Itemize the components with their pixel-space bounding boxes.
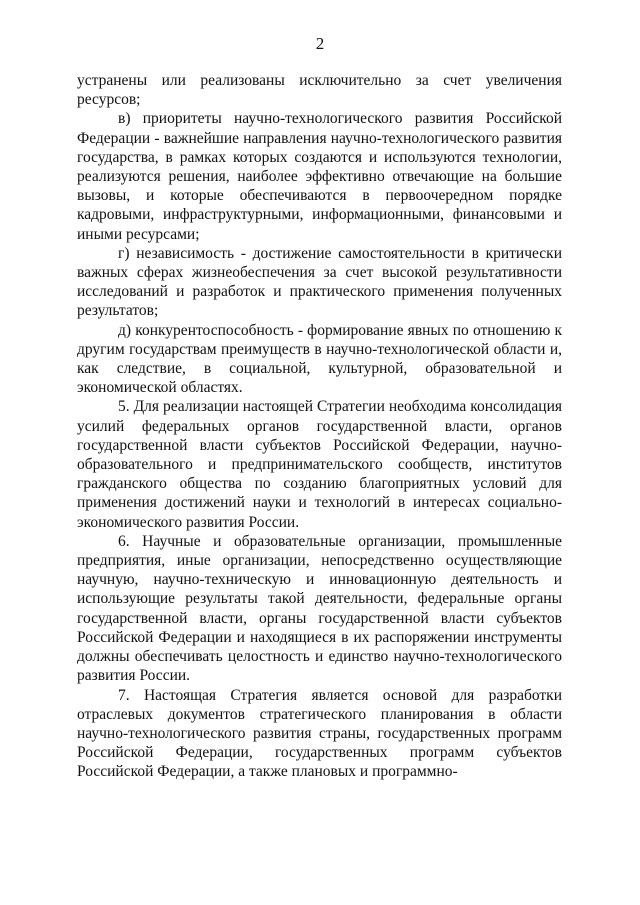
paragraph-item-6: 6. Научные и образовательные организации, промышленные предприятия, иные организации, непосредственно осуществляющие научную, научно-техническую и инновационную деятельность и использующие результаты такой деятельности, федеральные органы государственной власти, органы государственной власти субъектов Российской Федерации и находящиеся в их распоряжении инструменты должны обеспечивать целостность и единство научно-технологического развития России. bbox=[77, 532, 562, 685]
paragraph-item-7: 7. Настоящая Стратегия является основой для разработки отраслевых документов стратегического планирования в области научно-технологического развития страны, государственных программ Российской Федерации, государственных программ субъектов Российской Федерации, а также плановых и программно- bbox=[77, 686, 562, 781]
page-number: 2 bbox=[315, 34, 325, 53]
paragraph-item-5: 5. Для реализации настоящей Стратегии необходима консолидация усилий федеральных органов государственной власти, органов государственной власти субъектов Российской Федерации, научно-образовательного и предпринимательского сообществ, институтов гражданского общества по созданию благоприятных условий для применения достижений науки и технологий в интересах социально-экономического развития России. bbox=[77, 398, 562, 531]
paragraph-resources-end: устранены или реализованы исключительно за счет увеличения ресурсов; bbox=[77, 72, 562, 109]
paragraph-definition-competitiveness: д) конкурентоспособность - формирование явных по отношению к другим государствам преимуществ в научно-технологической области и, как следствие, в социальной, культурной, образовательной и экономической областях. bbox=[77, 321, 562, 397]
paragraph-definition-priorities: в) приоритеты научно-технологического развития Российской Федерации - важнейшие направления научно-технологического развития государства, в рамках которых создаются и используются технологии, реализуются решения, наиболее эффективно отвечающие на большие вызовы, и которые обеспечиваются в первоочередном порядке кадровыми, инфраструктурными, информационными, финансовыми и иными ресурсами; bbox=[77, 110, 562, 243]
document-body bbox=[77, 71, 562, 782]
paragraph-definition-independence: г) независимость - достижение самостоятельности в критически важных сферах жизнеобеспечения за счет высокой результативности исследований и разработок и практического применения полученных результатов; bbox=[77, 244, 562, 320]
